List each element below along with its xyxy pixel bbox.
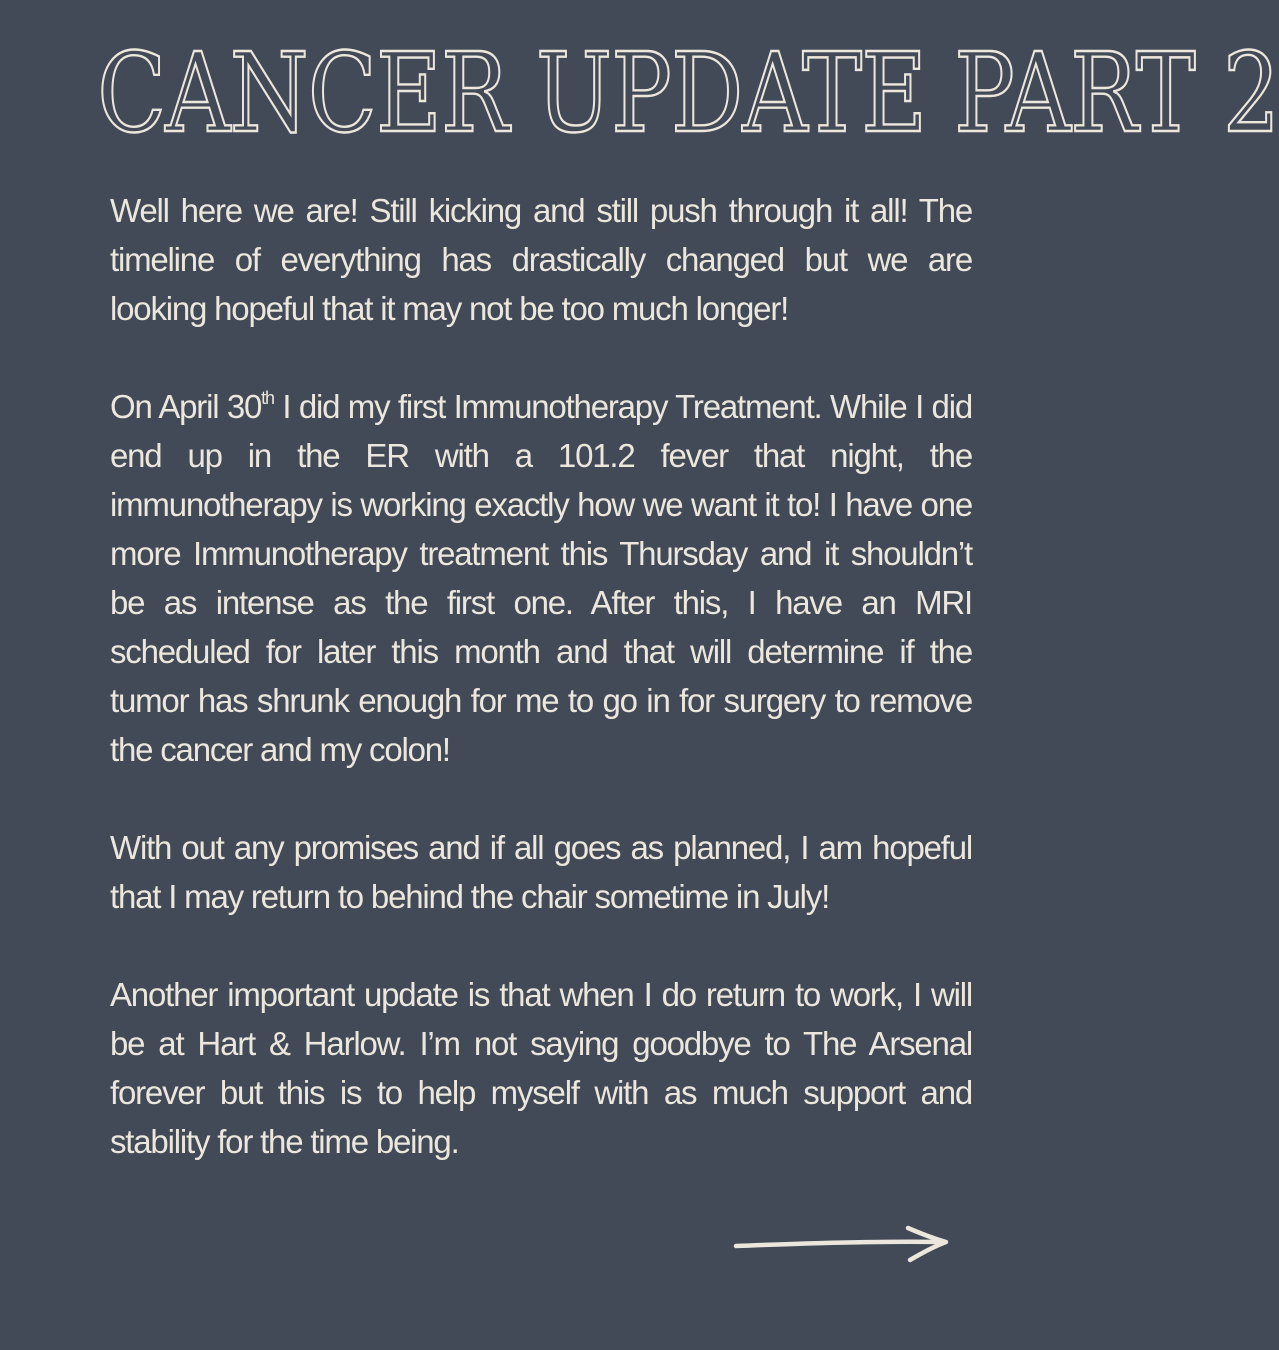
update-body [110, 186, 972, 1215]
paragraph-return: With out any promises and if all goes as planned, I am hopeful that I may return to behind the chair sometime in July! [110, 829, 972, 915]
ordinal-suffix: th [261, 388, 274, 408]
treatment-text-rest: I did my first Immunotherapy Treatment. While I did end up in the ER with a 101.2 fever that night, the immunotherapy is working exactly how we want it to! I have one more Immunotherapy treatment this Thursday and it shouldn’t be as intense as the first one. After this, I have an MRI scheduled for later this month and that will determine if the tumor has shrunk enough for me to go in for surgery to remove the cancer and my colon! [110, 388, 972, 768]
right-arrow-icon[interactable] [732, 1222, 954, 1266]
page-title: CANCER UPDATE PART 2 [97, 29, 1279, 157]
paragraph-intro: Well here we are! Still kicking and still push through it all! The timeline of everything has drastically changed but we are looking hopeful that it may not be too much longer! [110, 192, 972, 327]
treatment-text-start: On April 30 [110, 388, 262, 425]
paragraph-treatment [110, 382, 972, 774]
paragraph-workplace: Another important update is that when I do return to work, I will be at Hart & Harlow. I’m not saying goodbye to The Arsenal forever but this is to help myself with as much support and stability for the time being. [110, 976, 972, 1160]
